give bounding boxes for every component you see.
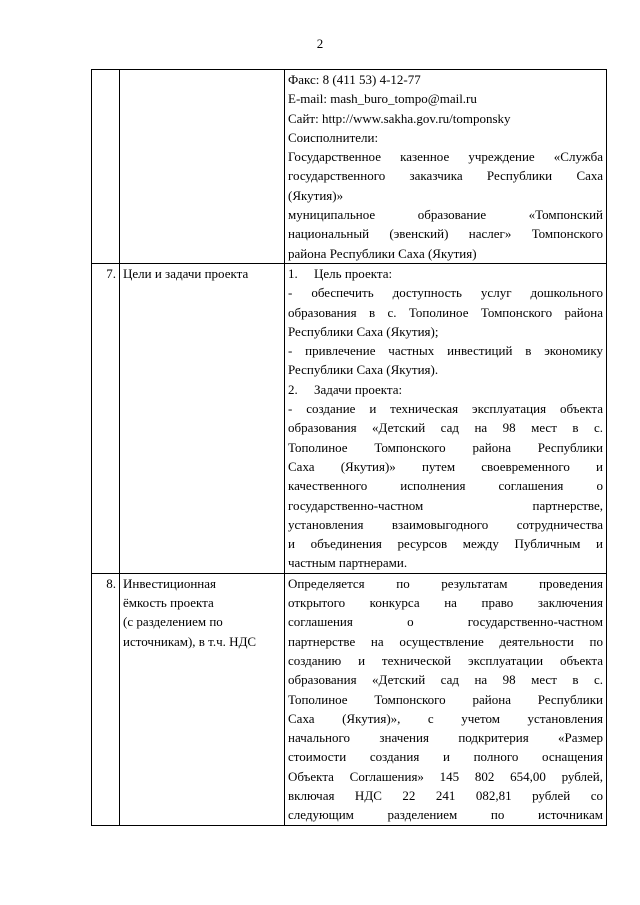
text-line: - привлечение частных инвестиций в экономику [288, 343, 603, 359]
tasks-heading-line [288, 380, 603, 399]
text-line: Саха (Якутия)», с учетом установления [288, 710, 603, 726]
table-row-goals [92, 263, 607, 573]
row-number-cell: 7. [92, 263, 120, 573]
text-line: Тополиное Томпонского района Республики [288, 439, 603, 455]
text-line: (Якутия)» [288, 187, 344, 203]
website-line: Сайт: http://www.sakha.gov.ru/tomponsky [288, 110, 511, 126]
text-line: образования «Детский сад на 98 мест в с. [288, 420, 603, 436]
text-line: и объединения ресурсов между Публичным и [288, 536, 603, 552]
text-line: государственно-частном партнерстве, [288, 497, 603, 513]
row-name-cell [120, 573, 285, 825]
email-line: E-mail: mash_buro_tompo@mail.ru [288, 91, 477, 107]
text-line: Государственное казенное учреждение «Служба [288, 149, 603, 165]
list-heading: Задачи проекта: [314, 381, 403, 397]
co-executors-heading: Соисполнители: [288, 129, 379, 145]
text-line: Определяется по результатам проведения [288, 575, 603, 591]
row-name-cell [120, 70, 285, 264]
text-line: - создание и техническая эксплуатация объекта [288, 401, 603, 417]
row-name-cell: Цели и задачи проекта [120, 263, 285, 573]
text-line: образования «Детский сад на 98 мест в с. [288, 672, 603, 688]
fax-line: Факс: 8 (411 53) 4-12-77 [288, 72, 421, 87]
text-line: Республики Саха (Якутия); [288, 323, 439, 339]
name-line: источникам), в т.ч. НДС [123, 633, 257, 649]
text-line: Республики Саха (Якутия). [288, 362, 439, 378]
text-line: партнерстве на осуществление деятельности по [288, 633, 603, 649]
text-line: стоимости создания и полного оснащения [288, 749, 603, 765]
text-line: начального значения подкритерия «Размер [288, 730, 603, 746]
list-heading: Цель проекта: [314, 265, 393, 281]
text-line: включая НДС 22 241 082,81 рублей со [288, 787, 603, 803]
text-line: Тополиное Томпонского района Республики [288, 691, 603, 707]
name-line: (с разделением по [123, 614, 223, 630]
text-line: созданию и технической эксплуатации объекта [288, 652, 603, 668]
name-line: Инвестиционная [123, 575, 216, 591]
text-line: района Республики Саха (Якутия) [288, 245, 477, 261]
row-value-cell [285, 263, 607, 573]
text-line: - обеспечить доступность услуг дошкольного [288, 285, 603, 301]
row-value-cell [285, 573, 607, 825]
text-line: частным партнерами. [288, 555, 408, 571]
table-row-investment [92, 573, 607, 825]
list-number: 1. [288, 265, 298, 281]
text-line: государственного заказчика Республики Саха [288, 168, 603, 184]
row-number-cell: 8. [92, 573, 120, 825]
row-number-cell [92, 70, 120, 264]
text-line: национальный (эвенский) наслег» Томпонского [288, 226, 603, 242]
name-line: ёмкость проекта [123, 595, 214, 611]
project-passport-table [91, 69, 607, 826]
goal-heading-line [288, 264, 603, 283]
text-line: соглашения о государственно-частном [288, 614, 603, 630]
page-number: 2 [316, 36, 324, 51]
text-line: образования в с. Тополиное Томпонского района [288, 304, 603, 320]
text-line: муниципальное образование «Томпонский [288, 207, 603, 223]
table-row-contacts [92, 70, 607, 264]
text-line: качественного исполнения соглашения о [288, 478, 603, 494]
text-line: установления взаимовыгодного сотрудничества [288, 516, 603, 532]
row-value-cell [285, 70, 607, 264]
text-line: Объекта Соглашения» 145 802 654,00 рублей, [288, 768, 603, 784]
text-line: следующим разделением по источникам [288, 807, 603, 823]
text-line: открытого конкурса на право заключения [288, 595, 603, 611]
text-line: Саха (Якутия)» путем своевременного и [288, 458, 603, 474]
list-number: 2. [288, 381, 298, 397]
